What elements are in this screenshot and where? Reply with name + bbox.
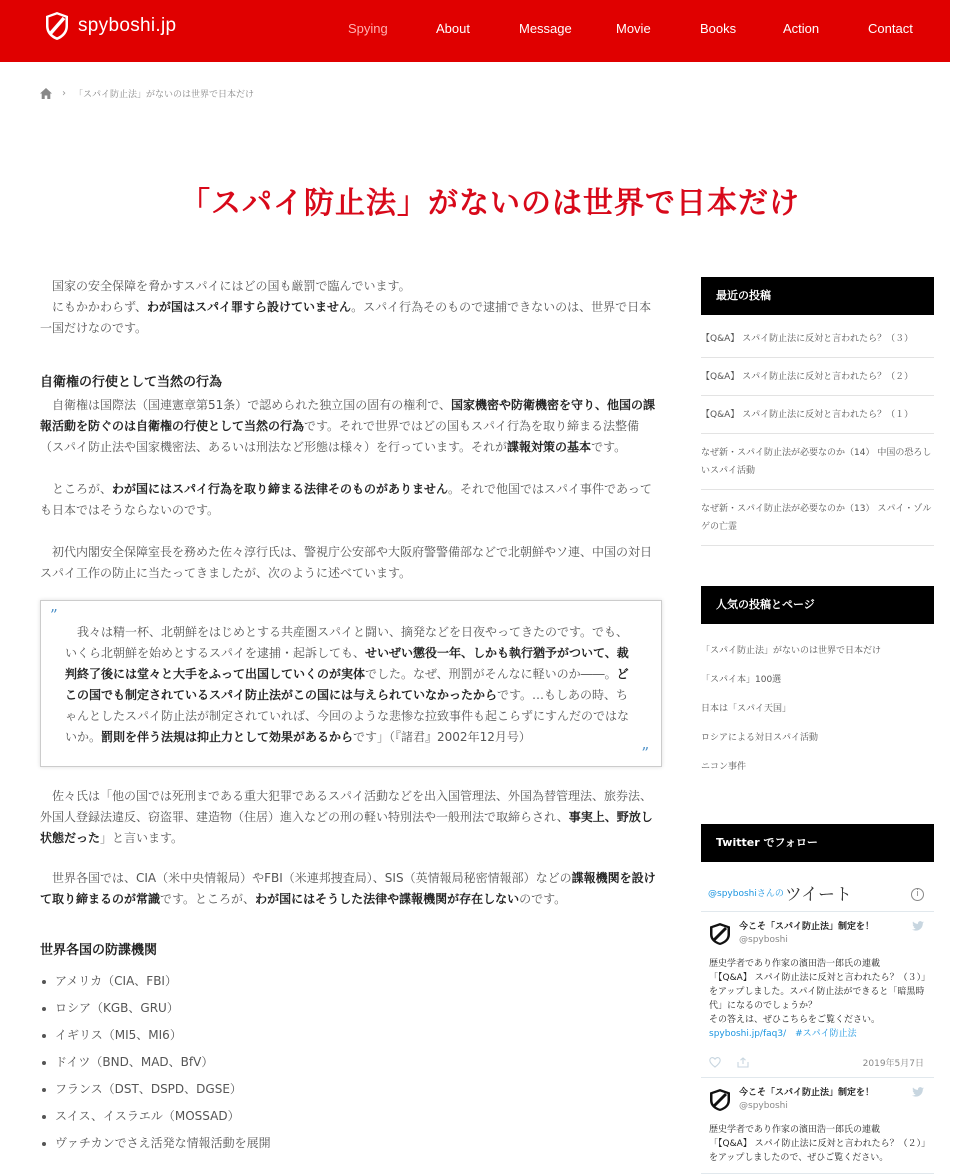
timeline-title: ツイート (784, 885, 852, 905)
paragraph-sassa-says: 佐々氏は「他の国では死刑まである重大犯罪であるスパイ活動などを出入国管理法、外国為替管理法、旅券法、外国人登録法違反、窃盗罪、建造物（住居）進入などの刑の軽い特別法や一般刑法で取締らされ、事実上、野放し状態だった」と言います。 (40, 789, 653, 845)
share-icon[interactable] (737, 1057, 749, 1068)
list-item: ドイツ（BND、MAD、BfV） (40, 1049, 662, 1076)
tweet (701, 1078, 934, 1174)
timeline-user[interactable]: @spyboshiさんの (708, 889, 784, 899)
popular-post-link[interactable]: 「スパイ本」100選 (701, 675, 782, 685)
twitter-timeline (701, 874, 934, 1163)
nav-books[interactable]: Books (700, 20, 737, 36)
nav-action[interactable]: Action (783, 20, 820, 36)
intro-paragraph-1: 国家の安全保障を脅かすスパイにはどの国も厳罰で臨んでいます。 (52, 279, 411, 293)
tweet-author-name[interactable]: 今こそ「スパイ防止法」制定を！ (739, 1088, 875, 1098)
popular-posts-list (701, 644, 934, 789)
list-item: ヴァチカンでさえ活発な情報活動を展開 (40, 1130, 662, 1157)
tweet-author-handle[interactable]: @spyboshi (739, 1101, 788, 1111)
page-title: 「スパイ防止法」がないのは世界で日本だけ (180, 186, 800, 221)
nav-message[interactable]: Message (519, 20, 572, 36)
blockquote (40, 600, 662, 767)
tweet-link[interactable]: spyboshi.jp/faq3/ #スパイ防止法 (709, 1029, 857, 1039)
paragraph-no-law: ところが、わが国にはスパイ行為を取り締まる法律そのものがありません。それで他国ではスパイ事件であっても日本ではそうならないのです。 (40, 482, 652, 517)
tweet-text: 歴史学者であり作家の濱田浩一郎氏の連載 「【Q&A】 スパイ防止法に反対と言われたら？（３）」をアップしました。スパイ防止法ができると「暗黒時代」になるのでしょうか？ その答えは、ぜひこちらをご覧ください。 spyboshi.jp/faq3/ #スパイ防止法 (709, 959, 926, 1039)
twitter-bird-icon[interactable] (912, 921, 924, 931)
nav-about[interactable]: About (436, 20, 470, 36)
twitter-bird-icon[interactable] (912, 1087, 924, 1097)
chevron-right-icon: › (62, 88, 66, 99)
shield-logo-icon (44, 11, 70, 41)
site-logo[interactable] (44, 11, 176, 41)
tweet (701, 912, 934, 1078)
agency-list (40, 968, 662, 1157)
paragraph-self-defense: 自衛権は国際法（国連憲章第51条）で認められた独立国の固有の権利で、国家機密や防衛機密を守り、他国の課報活動を防ぐのは自衛権の行使として当然の行為です。それで世界ではどの国もスパイ行為を取り締まる法整備（スパイ防止法や国家機密法、あるいは刑法など形態は様々）を行っています。それが諜報対策の基本です。 (40, 398, 656, 454)
recent-post-link[interactable]: なぜ新・スパイ防止法が必要なのか（14） 中国の恐ろしいスパイ活動 (701, 434, 934, 490)
timeline-header (701, 874, 934, 912)
site-header (0, 0, 950, 62)
breadcrumb (40, 87, 254, 100)
popular-post-link[interactable]: 「スパイ防止法」がないのは世界で日本だけ (701, 646, 882, 656)
list-item: スイス、イスラエル（MOSSAD） (40, 1103, 662, 1130)
nav-spying[interactable]: Spying (348, 20, 388, 36)
paragraph-world-agencies: 世界各国では、CIA（米中央情報局）やFBI（米連邦捜査局）、SIS（英情報局秘密情報部）などの諜報機関を設けて取り締まるのが常識です。ところが、わが国にはそうした法律や諜報機関が存在しないのです。 (40, 871, 656, 906)
avatar[interactable] (709, 1088, 731, 1112)
info-icon[interactable]: i (911, 888, 924, 901)
popular-post-link[interactable]: ロシアによる対日スパイ活動 (701, 733, 819, 743)
popular-posts-heading: 人気の投稿とページ (701, 586, 934, 624)
logo-text: spyboshi.jp (78, 15, 177, 36)
nav-movie[interactable]: Movie (616, 20, 651, 36)
quote-text: 我々は精一杯、北朝鮮をはじめとする共産圏スパイと闘い、摘発などを日夜やってきたのです。でも、いくら北朝鮮を始めとするスパイを逮捕・起訴しても、せいぜい懲役一年、しかも執行猶予がついて、裁判終了後には堂々と大手をふって出国していくのが実体でした。なぜ、刑罰がそんなに軽いのか――。どこの国でも制定されているスパイ防止法がこの国には与えられていなかったからです。…もしあの時、ちゃんとしたスパイ防止法が制定されていれば、今回のような悲惨な拉致事件も起こらずにすんだのではないか。罰則を伴う法規は抑止力として効果があるからです」（『諸君』2002年12月号） (65, 625, 630, 744)
section-heading-self-defense: 自衛権の行使として当然の行為 (40, 375, 223, 390)
recent-post-link[interactable]: 【Q&A】 スパイ防止法に反対と言われたら？（３） (701, 320, 934, 358)
quote-close-mark: ” (641, 744, 649, 762)
list-item: ロシア（KGB、GRU） (40, 995, 662, 1022)
paragraph-sassa: 初代内閣安全保障室長を務めた佐々淳行氏は、警視庁公安部や大阪府警警備部などで北朝鮮やソ連、中国の対日スパイ工作の防止に当たってきましたが、次のように述べています。 (40, 545, 653, 580)
tweet-author-handle[interactable]: @spyboshi (739, 935, 788, 945)
section-heading-agencies: 世界各国の防諜機関 (40, 943, 158, 958)
list-item: イギリス（MI5、MI6） (40, 1022, 662, 1049)
breadcrumb-current: 「スパイ防止法」がないのは世界で日本だけ (74, 90, 255, 100)
tweet-date[interactable]: 2019年5月7日 (862, 1058, 924, 1069)
home-icon[interactable] (40, 88, 52, 99)
quote-open-mark: ” (50, 606, 58, 624)
recent-post-link[interactable]: 【Q&A】 スパイ防止法に反対と言われたら？（２） (701, 358, 934, 396)
tweet-text: 歴史学者であり作家の濱田浩一郎氏の連載 「【Q&A】 スパイ防止法に反対と言われたら？（２）」をアップしましたので、ぜひご覧ください。 (709, 1125, 926, 1163)
heart-icon[interactable] (709, 1057, 721, 1068)
list-item: フランス（DST、DSPD、DGSE） (40, 1076, 662, 1103)
recent-post-link[interactable]: 【Q&A】 スパイ防止法に反対と言われたら？（１） (701, 396, 934, 434)
intro-paragraph-2: にもかかわらず、わが国はスパイ罪すら設けていません。スパイ行為そのもので逮捕できないのは、世界で日本一国だけなのです。 (40, 300, 652, 335)
popular-post-link[interactable]: ニコン事件 (701, 762, 747, 772)
tweet-author-name[interactable]: 今こそ「スパイ防止法」制定を！ (739, 922, 875, 932)
nav-contact[interactable]: Contact (868, 20, 913, 36)
popular-post-link[interactable]: 日本は「スパイ天国」 (701, 704, 792, 714)
recent-posts-heading: 最近の投稿 (701, 277, 934, 315)
article-body (40, 276, 662, 1157)
recent-posts-list (701, 320, 934, 546)
twitter-heading: Twitter でフォロー (701, 824, 934, 862)
avatar[interactable] (709, 922, 731, 946)
list-item: アメリカ（CIA、FBI） (40, 968, 662, 995)
recent-post-link[interactable]: なぜ新・スパイ防止法が必要なのか（13） スパイ・ゾルゲの亡霊 (701, 490, 934, 546)
